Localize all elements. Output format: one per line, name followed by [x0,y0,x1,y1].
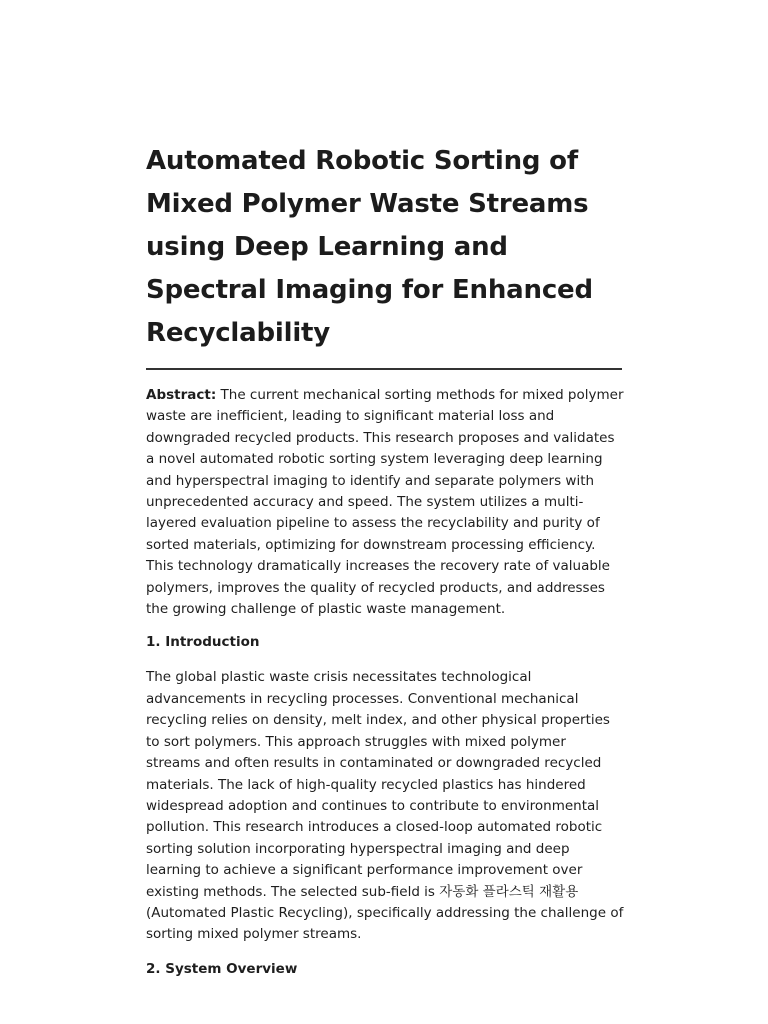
title-divider [146,368,622,370]
section-heading-system-overview: 2. System Overview [146,960,298,977]
abstract-text: The current mechanical sorting methods for mixed polymer waste are inefficient, leading to significant material loss and downgraded recycled products. This research proposes and validates a novel automated robotic sorting system leveraging deep learning and hyperspectral imaging to identify and separate polymers with unprecedented accuracy and speed. The system utilizes a multi-layered evaluation pipeline to assess the recyclability and purity of sorted materials, optimizing for downstream processing efficiency. This technology dramatically increases the recovery rate of valuable polymers, improves the quality of recycled products, and addresses the growing challenge of plastic waste management. [146,387,624,618]
abstract-paragraph [146,385,624,620]
document-page [146,140,624,980]
section-heading-introduction: 1. Introduction [146,634,260,651]
document-title: Automated Robotic Sorting of Mixed Polymer Waste Streams using Deep Learning and Spectral Imaging for Enhanced Recyclability [146,146,593,348]
abstract-label: Abstract: [146,387,217,403]
introduction-paragraph: The global plastic waste crisis necessitates technological advancements in recycling processes. Conventional mechanical recycling relies on density, melt index, and other physical properties to sort polymers. This approach struggles with mixed polymer streams and often results in contaminated or downgraded recycled materials. The lack of high-quality recycled plastics has hindered widespread adoption and continues to contribute to environmental pollution. This research introduces a closed-loop automated robotic sorting solution incorporating hyperspectral imaging and deep learning to achieve a significant performance improvement over existing methods. The selected sub-field is 자동화 플라스틱 재활용 (Automated Plastic Recycling), specifically addressing the challenge of sorting mixed polymer streams. [146,669,624,943]
